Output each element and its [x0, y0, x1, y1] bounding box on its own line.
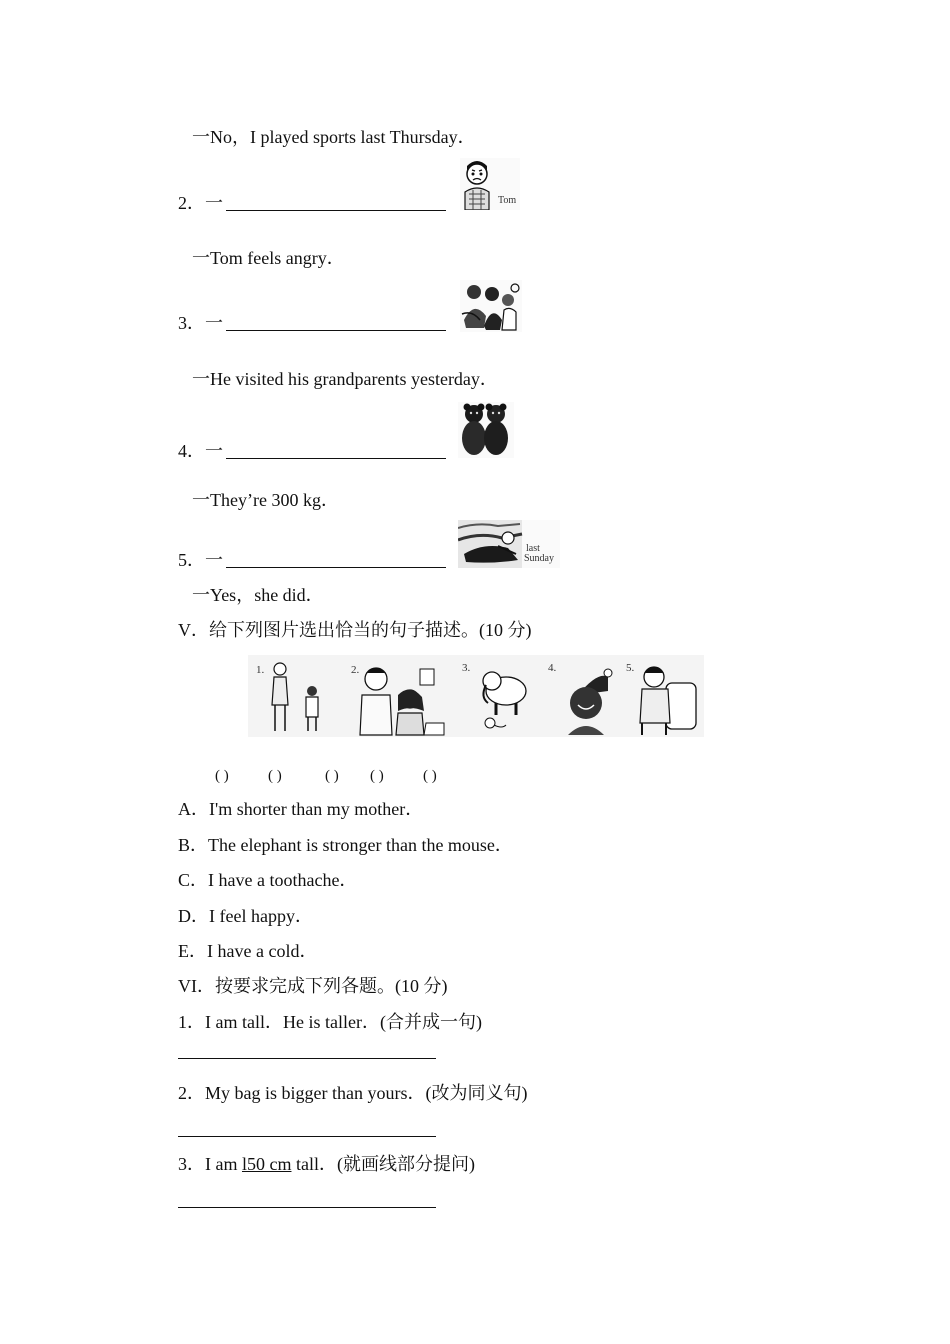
answer-bracket-1[interactable]: ( ): [215, 768, 229, 784]
question-number: 2．: [178, 193, 205, 213]
question-5: [178, 549, 223, 571]
answer-text: Yes，she did．: [210, 585, 324, 605]
answer-bracket-2[interactable]: ( ): [268, 768, 282, 784]
dash: 一: [205, 550, 223, 570]
answer-text: He visited his grandparents yesterday．: [210, 369, 498, 389]
answer-bracket-4[interactable]: ( ): [370, 768, 384, 784]
answer-text: Tom feels angry．: [210, 248, 345, 268]
answer-line-4: [192, 489, 339, 511]
dash: 一: [205, 441, 223, 461]
picture-label-sunday: Sunday: [524, 553, 554, 564]
section-vi-heading: VI．按要求完成下列各题。(10 分): [178, 976, 448, 996]
question-2-blank[interactable]: [226, 210, 446, 211]
picture-number-3: 3.: [462, 662, 471, 674]
option-e: E．I have a cold．: [178, 941, 318, 961]
vi-answer-1-line[interactable]: [178, 1058, 436, 1059]
answer-text: No，I played sports last Thursday．: [210, 127, 476, 147]
dash: 一: [205, 193, 223, 213]
picture-label: Tom: [498, 195, 517, 206]
dash: 一: [192, 248, 210, 268]
option-a: A．I'm shorter than my mother．: [178, 799, 424, 819]
answer-line-2: [192, 247, 345, 269]
option-d: D．I feel happy．: [178, 906, 313, 926]
question-4-blank[interactable]: [226, 458, 446, 459]
vi-question-2: 2．My bag is bigger than yours．(改为同义句): [178, 1083, 528, 1103]
vi-answer-2-line[interactable]: [178, 1136, 436, 1137]
vi-question-1: 1．I am tall．He is taller．(合并成一句): [178, 1012, 482, 1032]
answer-bracket-3[interactable]: ( ): [325, 768, 339, 784]
question-2: [178, 192, 223, 214]
question-3: [178, 312, 223, 334]
question-4: [178, 440, 223, 462]
answer-line-1: [192, 126, 476, 148]
answer-line-3: [192, 368, 498, 390]
vi-question-3: [178, 1153, 475, 1175]
picture-label-last: last: [526, 543, 540, 554]
vi-answer-3-line[interactable]: [178, 1207, 436, 1208]
picture-number-5: 5.: [626, 662, 635, 674]
question-3-blank[interactable]: [226, 330, 446, 331]
dash: 一: [192, 585, 210, 605]
bears-picture: [458, 402, 514, 458]
dash: 一: [205, 313, 223, 333]
tom-angry-picture: [460, 158, 520, 210]
answer-bracket-5[interactable]: ( ): [423, 768, 437, 784]
last-sunday-picture: [458, 520, 560, 568]
question-number: 5．: [178, 550, 205, 570]
dash: 一: [192, 490, 210, 510]
option-b: B．The elephant is stronger than the mouse．: [178, 835, 513, 855]
section-v-heading: V．给下列图片选出恰当的句子描述。(10 分): [178, 620, 532, 640]
picture-number-1: 1.: [256, 664, 265, 676]
answer-text: They’re 300 kg．: [210, 490, 339, 510]
question-number: 3．: [178, 313, 205, 333]
picture-strip: [248, 655, 704, 737]
question-number: 4．: [178, 441, 205, 461]
question-5-blank[interactable]: [226, 567, 446, 568]
question-prefix: 3．I am: [178, 1154, 242, 1174]
option-c: C．I have a toothache．: [178, 870, 358, 890]
answer-line-5: [192, 584, 324, 606]
grandparents-picture: [460, 280, 522, 332]
dash: 一: [192, 369, 210, 389]
dash: 一: [192, 127, 210, 147]
picture-number-2: 2.: [351, 664, 360, 676]
underlined-phrase: l50 cm: [241, 1154, 292, 1174]
question-suffix: tall．(就画线部分提问): [291, 1154, 475, 1174]
picture-number-4: 4.: [548, 662, 557, 674]
